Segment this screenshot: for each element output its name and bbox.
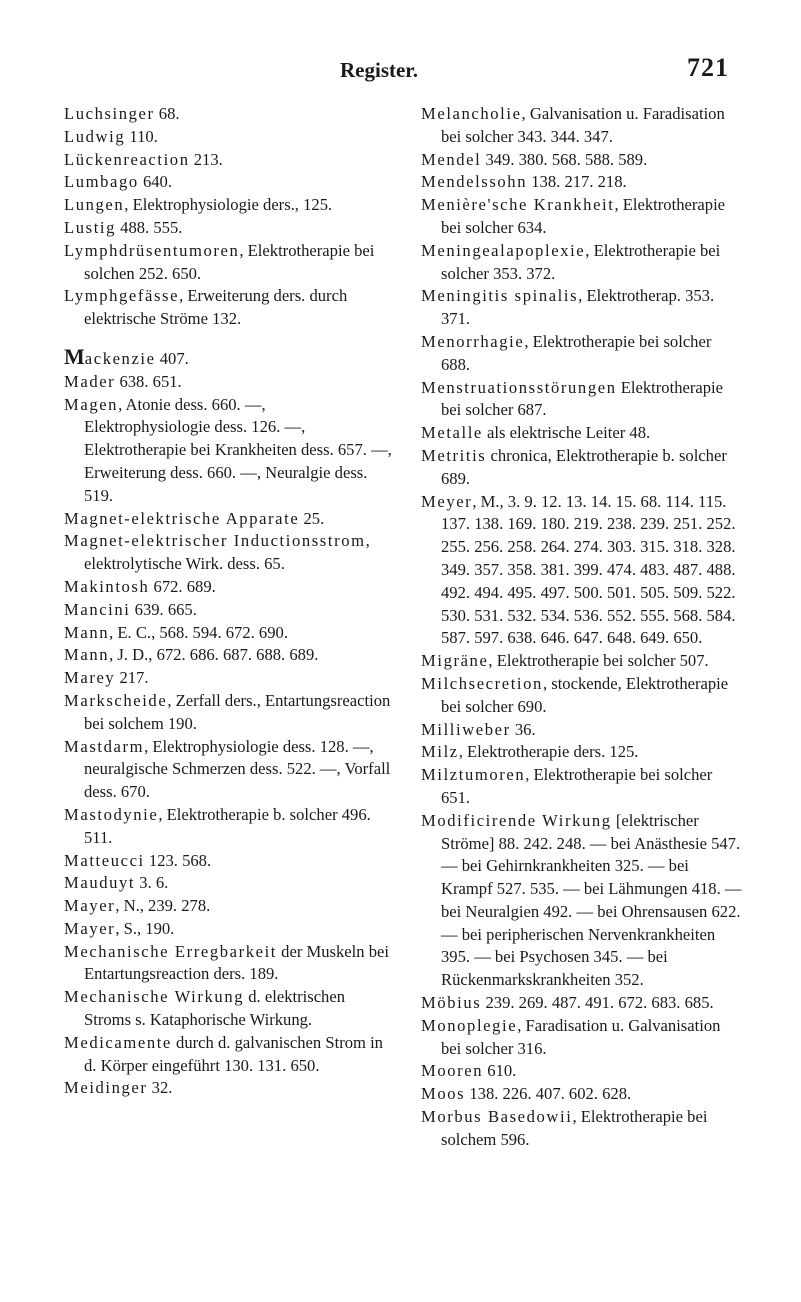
index-references: , Elektrotherap. 353. 371. <box>441 286 715 329</box>
index-references: 639. 665. <box>130 599 197 619</box>
index-references: , stockende, Elektrotherapie bei solcher 690. <box>441 673 729 716</box>
index-initial: M <box>64 343 85 369</box>
index-entry <box>421 810 743 992</box>
index-headword: Meidinger <box>64 1078 148 1098</box>
index-headword: Lungen <box>64 195 125 215</box>
index-references: 32. <box>147 1078 173 1098</box>
index-references: 217. <box>115 668 149 688</box>
index-headword: Milliweber <box>421 719 511 739</box>
index-references: 138. 217. 218. <box>527 172 627 192</box>
index-references: 213. <box>189 149 223 169</box>
index-references: d. elektrischen Stroms s. Kataphorische Wirkung. <box>84 987 346 1030</box>
index-entry <box>64 736 394 804</box>
index-references: , M., 3. 9. 12. 13. 14. 15. 68. 114. 115. 137. 138. 169. 180. 219. 238. 239. 251. 252. 255. 256. 258. 264. 274. 303. 315. 318. 328. 349. 357. 358. 381. 399. 474. 483. 487. 488. 492. 494. 495. 497. 500. 501. 505. 509. 522. 530. 531. 532. 534. 536. 552. 555. 568. 584. 587. 597. 638. 646. 647. 648. 649. 650. <box>441 491 736 648</box>
index-headword: Meningealapoplexie <box>421 240 586 260</box>
index-references: , Elektrotherapie b. solcher 496. 511. <box>84 804 371 847</box>
index-entry <box>64 285 394 331</box>
index-references: , Elektrotherapie bei solchen 252. 650. <box>84 240 375 283</box>
index-entry <box>64 576 394 599</box>
index-references: , Elektrotherapie ders. 125. <box>458 742 639 762</box>
index-headword: Lückenreaction <box>64 149 190 169</box>
index-entry <box>421 194 743 240</box>
index-entry <box>421 741 743 764</box>
index-entry <box>421 422 743 445</box>
index-headword: Metalle <box>421 423 483 443</box>
index-references: 36. <box>510 719 536 739</box>
index-entry <box>64 622 394 645</box>
index-references: der Muskeln bei Entartungsreaction ders. 189. <box>84 941 389 984</box>
index-entry <box>421 171 743 194</box>
index-entry <box>421 1015 743 1061</box>
index-headword: Magnet-elektrischer Inductionsstrom <box>64 531 366 551</box>
page-header <box>0 50 801 90</box>
index-entry <box>64 941 394 987</box>
index-headword: Mechanische Erregbarkeit <box>64 941 278 961</box>
index-entry <box>64 986 394 1032</box>
index-references: durch d. galvanischen Strom in d. Körper eingeführt 130. 131. 650. <box>84 1032 383 1075</box>
index-references: , N., 239. 278. <box>115 896 211 916</box>
index-headword: Möbius <box>421 993 482 1013</box>
index-entry <box>421 1060 743 1083</box>
index-entry <box>64 599 394 622</box>
index-headword: Mader <box>64 371 116 391</box>
index-headword: Mooren <box>421 1061 484 1081</box>
index-headword: Melancholie <box>421 104 522 123</box>
index-entry <box>421 491 743 651</box>
index-headword: Lustig <box>64 217 117 237</box>
index-headword: Mayer <box>64 896 116 916</box>
index-headword: Mendel <box>421 149 482 169</box>
index-references: , Galvanisation u. Faradisation bei solcher 343. 344. 347. <box>441 104 725 146</box>
index-references: , Elektrotherapie bei solcher 634. <box>441 195 726 237</box>
index-headword: Menstruationsstörungen <box>421 377 617 397</box>
index-headword: Medicamente <box>64 1032 172 1052</box>
index-references: , Elektrophysiologie dess. 128. —, neuralgische Schmerzen dess. 522. —, Vorfall dess. 670. <box>84 736 391 802</box>
index-entry <box>421 764 743 810</box>
index-references: , Elektrotherapie bei solcher 688. <box>441 331 712 374</box>
index-references: 488. 555. <box>116 217 183 237</box>
index-headword: Matteucci <box>64 850 145 870</box>
index-headword: Lymphdrüsentumoren <box>64 240 240 260</box>
index-entry <box>64 394 394 508</box>
index-entry <box>64 126 394 149</box>
running-title: Register. <box>340 58 418 82</box>
index-references: 610. <box>483 1061 517 1081</box>
index-references: , Elektrotherapie bei solchem 596. <box>441 1107 708 1149</box>
index-entry <box>64 371 394 394</box>
index-entry <box>421 992 743 1015</box>
index-headword: Milztumoren <box>421 765 526 785</box>
index-headword: Magnet-elektrische Apparate <box>64 508 300 528</box>
index-entry <box>64 895 394 918</box>
index-headword: Mann <box>64 645 110 665</box>
index-entry <box>421 445 743 491</box>
index-entry <box>421 103 743 149</box>
index-references: 68. <box>154 104 180 123</box>
index-headword: Markscheide <box>64 690 168 710</box>
index-headword: Lymphgefässe <box>64 286 180 306</box>
index-references: Elektrotherapie bei solcher 687. <box>441 377 724 420</box>
index-entry <box>64 530 394 576</box>
index-headword: Ludwig <box>64 126 126 146</box>
index-entry <box>64 804 394 850</box>
index-references: , Elektrotherapie bei solcher 507. <box>488 651 709 671</box>
index-entry <box>64 217 394 240</box>
index-references: , Elektrotherapie bei solcher 651. <box>441 765 713 807</box>
index-references: 25. <box>299 508 325 528</box>
index-headword: Mechanische Wirkung <box>64 987 245 1007</box>
index-references: , E. C., 568. 594. 672. 690. <box>109 622 288 642</box>
index-headword: Metritis <box>421 445 487 465</box>
index-entry <box>64 872 394 895</box>
index-entry <box>64 149 394 172</box>
index-entry <box>64 1077 394 1100</box>
index-references: , J. D., 672. 686. 687. 688. 689. <box>109 645 319 665</box>
index-headword: Milz <box>421 742 459 762</box>
index-references: , Erweiterung ders. durch elektrische Ströme 132. <box>84 286 348 329</box>
index-entry <box>421 240 743 286</box>
index-references: 407. <box>155 348 189 368</box>
index-entry <box>64 690 394 736</box>
index-entry <box>64 1032 394 1078</box>
index-headword: Milchsecretion <box>421 673 543 693</box>
index-entry <box>421 331 743 377</box>
index-references: 349. 380. 568. 588. 589. <box>481 149 648 169</box>
index-entry <box>421 719 743 742</box>
index-references: chronica, Elektrotherapie b. solcher 689. <box>441 445 727 488</box>
index-headword: Modificirende Wirkung <box>421 810 612 830</box>
index-entry <box>64 171 394 194</box>
index-headword: Mauduyt <box>64 873 136 893</box>
index-references: 672. 689. <box>149 576 216 596</box>
index-references: , Faradisation u. Galvanisation bei solcher 316. <box>441 1015 721 1058</box>
index-entry <box>421 673 743 719</box>
index-headword: ackenzie <box>84 348 156 368</box>
index-headword: Mastdarm <box>64 736 145 756</box>
index-references: 239. 269. 487. 491. 672. 683. 685. <box>481 993 714 1013</box>
index-headword: Meningitis spinalis <box>421 286 579 306</box>
index-headword: Mastodynie <box>64 804 159 824</box>
index-headword: Menorrhagie <box>421 331 525 351</box>
index-entry <box>64 240 394 286</box>
index-headword: Makintosh <box>64 576 150 596</box>
index-headword: Mendelssohn <box>421 172 528 192</box>
index-references: 640. <box>138 172 172 192</box>
index-references: , Atonie dess. 660. —, Elektrophysiologie dess. 126. —, Elektrotherapie bei Krankheiten dess. 657. —, Erweiterung dess. 660. —, Neuralgie dess. 519. <box>84 394 392 505</box>
left-column <box>64 103 394 1100</box>
index-headword: Moos <box>421 1084 466 1104</box>
index-entry <box>421 149 743 172</box>
index-entry <box>64 103 394 126</box>
index-headword: Mayer <box>64 918 116 938</box>
index-entry <box>64 508 394 531</box>
index-headword: Migräne <box>421 651 489 671</box>
index-entry <box>64 644 394 667</box>
index-references: , Zerfall ders., Entartungsreaction bei solchem 190. <box>84 690 391 733</box>
index-headword: Marey <box>64 668 116 688</box>
index-references: , Elektrotherapie bei solcher 353. 372. <box>441 240 721 283</box>
index-headword: Mancini <box>64 599 131 619</box>
index-references: , elektrolytische Wirk. dess. 65. <box>84 531 370 574</box>
index-entry <box>64 194 394 217</box>
index-entry <box>421 377 743 423</box>
index-references: 3. 6. <box>135 873 169 893</box>
index-headword: Meyer <box>421 491 473 511</box>
index-headword: Mann <box>64 622 110 642</box>
index-headword: Menière'sche Krankheit <box>421 195 615 215</box>
index-references: 123. 568. <box>144 850 212 870</box>
index-headword: Magen <box>64 394 119 414</box>
index-entry <box>421 285 743 331</box>
index-references: 110. <box>125 126 158 146</box>
index-references: 638. 651. <box>115 371 182 391</box>
index-references: als elektrische Leiter 48. <box>482 423 651 443</box>
index-headword: Monoplegie <box>421 1015 518 1035</box>
index-entry <box>64 667 394 690</box>
index-references: [elektrischer Ströme] 88. 242. 248. — bei Anästhesie 547. — bei Gehirnkrankheiten 325. — bei Krampf 527. 535. — bei Lähmungen 418. — bei Neuralgien 492. — bei Ohrensausen 622. — bei peripherischen Nervenkrankheiten 395. — bei Psychosen 345. — bei Rückenmarkskrankheiten 352. <box>441 810 742 990</box>
index-headword: Luchsinger <box>64 104 155 123</box>
page-number: 721 <box>687 53 729 82</box>
index-entry <box>64 918 394 941</box>
right-column <box>421 103 743 1152</box>
index-entry <box>421 650 743 673</box>
index-references: , S., 190. <box>115 918 175 938</box>
index-references: 138. 226. 407. 602. 628. <box>465 1084 632 1104</box>
index-references: , Elektrophysiologie ders., 125. <box>124 195 333 215</box>
index-entry <box>64 343 394 371</box>
index-headword: Lumbago <box>64 172 139 192</box>
index-entry <box>421 1106 743 1152</box>
index-headword: Morbus Basedowii <box>421 1107 573 1127</box>
index-entry <box>64 850 394 873</box>
index-entry <box>421 1083 743 1106</box>
